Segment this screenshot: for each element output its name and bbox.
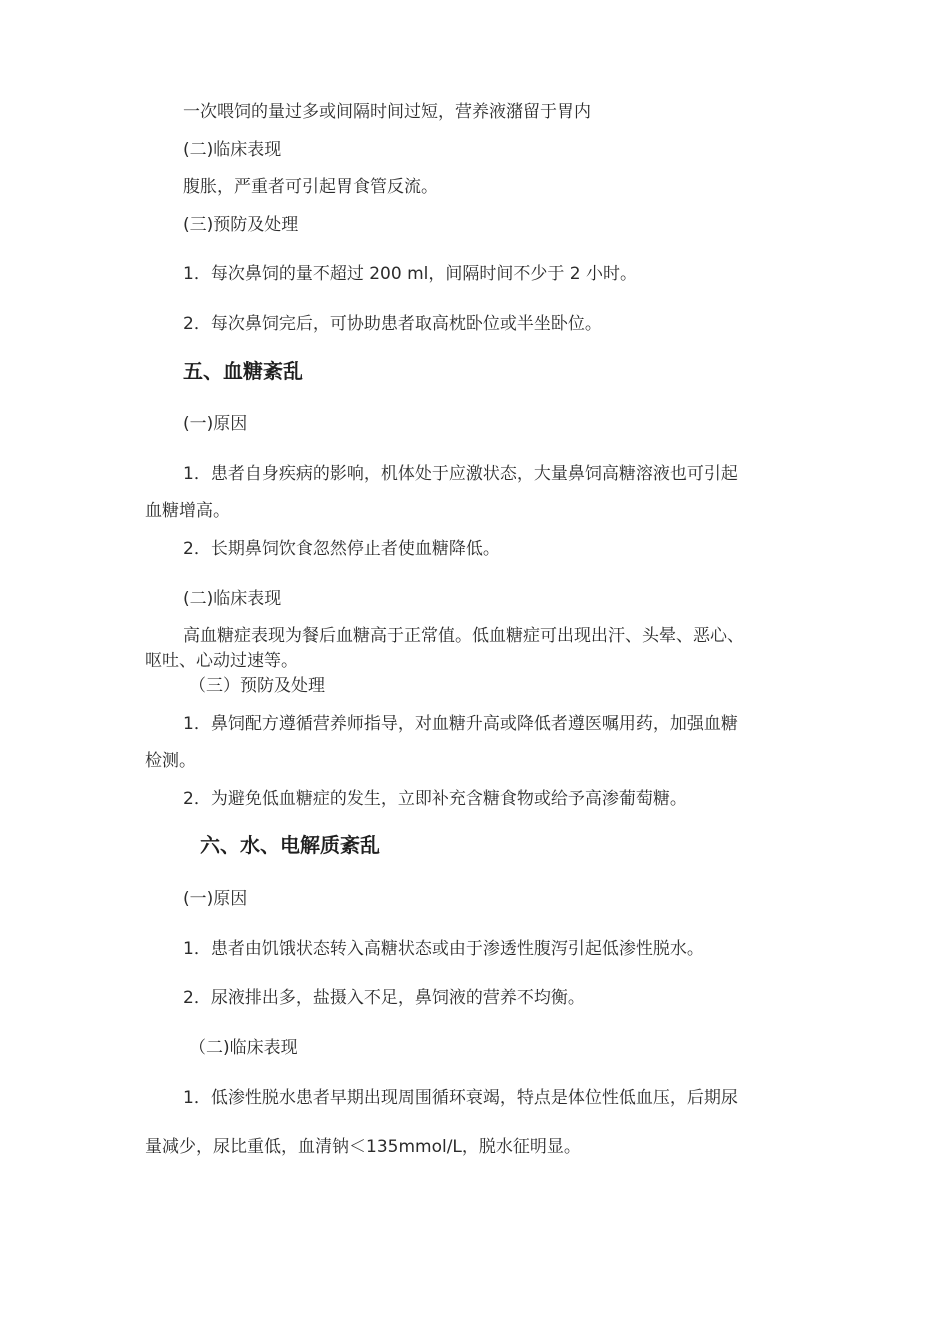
text-line: 高血糖症表现为餐后血糖高于正常值。低血糖症可出现出汗、头晕、恶心、 [183, 626, 744, 646]
text-line: 一次喂饲的量过多或间隔时间过短，营养液潴留于胃内 [183, 102, 591, 122]
subheading: (二)临床表现 [183, 140, 282, 160]
subheading: (二)临床表现 [183, 589, 282, 609]
list-item: 2．为避免低血糖症的发生，立即补充含糖食物或给予高渗葡萄糖。 [183, 789, 687, 809]
list-item: 1．鼻饲配方遵循营养师指导，对血糖升高或降低者遵医嘱用药，加强血糖 [183, 714, 738, 734]
section-heading: 五、血糖紊乱 [183, 359, 303, 383]
text-line: 检测。 [145, 751, 196, 771]
subheading: (一)原因 [183, 414, 248, 434]
list-item: 2．长期鼻饲饮食忽然停止者使血糖降低。 [183, 539, 500, 559]
subheading: (三)预防及处理 [183, 215, 299, 235]
list-item: 1．患者由饥饿状态转入高糖状态或由于渗透性腹泻引起低渗性脱水。 [183, 939, 704, 959]
subheading: （二)临床表现 [189, 1038, 298, 1058]
subheading: (一)原因 [183, 889, 248, 909]
text-line: 呕吐、心动过速等。 [145, 651, 298, 671]
list-item: 1．每次鼻饲的量不超过 200 ml，间隔时间不少于 2 小时。 [183, 264, 637, 284]
list-item: 2．尿液排出多，盐摄入不足，鼻饲液的营养不均衡。 [183, 988, 585, 1008]
text-line: 腹胀，严重者可引起胃食管反流。 [183, 177, 438, 197]
list-item: 1．低渗性脱水患者早期出现周围循环衰竭，特点是体位性低血压，后期尿 [183, 1088, 738, 1108]
list-item: 2．每次鼻饲完后，可协助患者取高枕卧位或半坐卧位。 [183, 314, 602, 334]
section-heading: 六、水、电解质紊乱 [200, 833, 380, 857]
list-item: 1．患者自身疾病的影响，机体处于应激状态，大量鼻饲高糖溶液也可引起 [183, 464, 738, 484]
text-line: 量减少，尿比重低，血清钠＜135mmol/L，脱水征明显。 [145, 1137, 581, 1157]
text-line: 血糖增高。 [145, 501, 230, 521]
subheading: （三）预防及处理 [189, 676, 325, 696]
